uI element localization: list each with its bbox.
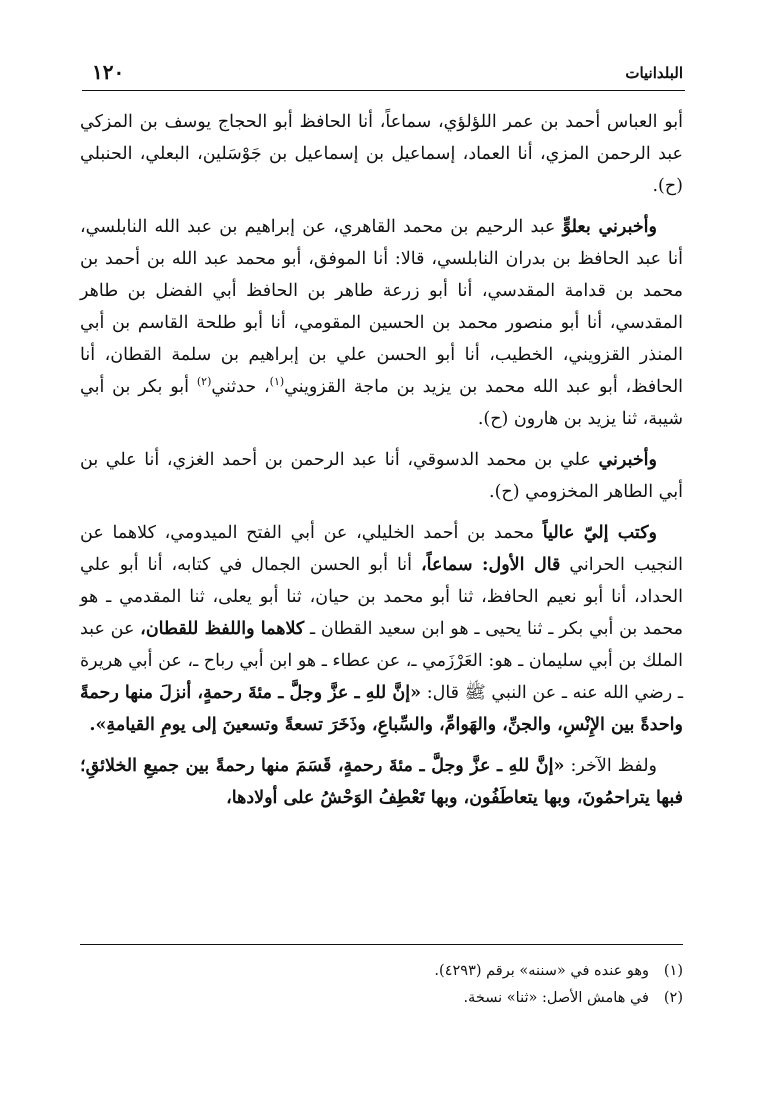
page-header	[82, 60, 685, 91]
hadith-text: «إنَّ للهِ ـ عزَّ وجلَّ ـ مئةَ رحمةٍ، قَسَمَ منها رحمةً بين جميعِ الخلائقِ؛ فبها يتراحمُونَ، وبها يتعاطَفُون، وبها تَعْطِفُ الوَحْشُ على أولادها،	[80, 756, 683, 808]
footnote-text: وهو عنده في «سننه» برقم (٤٢٩٣).	[434, 963, 649, 979]
paragraph-text: عن عبد الملك بن أبي سليمان ـ هو: العَرْزَمي ـ، عن عطاء ـ هو ابن أبي رباح ـ، عن أبي هريرة ـ رضي الله عنه ـ عن النبي ﷺ قال:	[80, 619, 683, 703]
main-text	[80, 106, 683, 823]
footnote-text: في هامش الأصل: «ثنا» نسخة.	[463, 990, 649, 1006]
footnote-ref-2: (٢)	[196, 375, 212, 389]
paragraph-text: محمد بن أحمد الخليلي، عن أبي الفتح الميدومي، كلاهما عن النجيب الحراني	[80, 523, 684, 575]
paragraph-text: ولفظ الآخر:	[564, 756, 657, 776]
paragraph-text: أنا أبو الحسن الجمال في كتابه، أنا أبو علي الحداد، أنا أبو نعيم الحافظ، ثنا أبو محمد بن حيان، ثنا أبو يعلى، ثنا المقدمي ـ هو محمد بن أبي بكر ـ ثنا يحيى ـ هو ابن سعيد القطان ـ	[80, 555, 683, 639]
paragraph-4	[80, 517, 683, 741]
paragraph-2	[80, 211, 683, 435]
footnotes	[80, 958, 683, 1012]
running-title: البلدانيات	[625, 64, 683, 82]
paragraph-emphasis: كلاهما واللفظ للقطان،	[140, 619, 305, 639]
paragraph-text: ، حدثني	[211, 377, 270, 397]
paragraph-text: أبو العباس أحمد بن عمر اللؤلؤي، سماعاً، أنا الحافظ أبو الحجاج يوسف بن المزكي عبد الرحمن المزي، أنا العماد، إسماعيل بن إسماعيل بن جَوْسَلين، البعلي، الحنبلي (ح).	[80, 112, 683, 196]
paragraph-3	[80, 444, 683, 508]
paragraph-emphasis: قال الأول: سماعاً،	[421, 555, 561, 575]
paragraph-text: علي بن محمد الدسوقي، أنا عبد الرحمن بن أحمد الغزي، أنا علي بن أبي الطاهر المخزومي (ح).	[80, 450, 683, 502]
footnote-divider	[80, 944, 683, 945]
paragraph-lead: وأخبرني	[598, 450, 657, 470]
footnote-2	[80, 985, 683, 1012]
footnote-number: (٢)	[663, 990, 683, 1006]
paragraph-1	[80, 106, 683, 202]
paragraph-text: عبد الرحيم بن محمد القاهري، عن إبراهيم بن عبد الله النابلسي، أنا عبد الحافظ بن بدران النابلسي، قالا: أنا الموفق، أبو محمد عبد الله بن أحمد بن محمد بن قدامة المقدسي، أنا أبو زرعة طاهر بن الحافظ أبي الفضل بن طاهر المقدسي، أنا أبو منصور محمد بن الحسين المقومي، أنا أبو طلحة القاسم بن أبي المنذر القزويني، الخطيب، أنا أبو الحسن علي بن إبراهيم بن سلمة القطان، أنا الحافظ، أبو عبد الله محمد بن يزيد بن ماجة القزويني	[80, 217, 684, 397]
page-number: ١٢٠	[92, 60, 125, 84]
paragraph-5	[80, 750, 683, 814]
footnote-1	[80, 958, 683, 985]
paragraph-text: أبو بكر بن أبي شيبة، ثنا يزيد بن هارون (ح).	[80, 377, 683, 429]
paragraph-lead: وأخبرني بعلوٍّ	[562, 217, 657, 237]
footnote-ref-1: (١)	[269, 375, 285, 389]
hadith-text: «إنَّ للهِ ـ عزَّ وجلَّ ـ مئةَ رحمةٍ، أنزلَ منها رحمةً واحدةً بين الإِنْسِ، والجنِّ، والهَوامِّ، والسِّباعِ، وذَخَرَ تسعةً وتسعينَ إلى يومِ القيامةِ».	[80, 683, 683, 735]
footnote-number: (١)	[663, 963, 683, 979]
paragraph-lead: وكتب إليّ عالياً	[542, 523, 657, 543]
